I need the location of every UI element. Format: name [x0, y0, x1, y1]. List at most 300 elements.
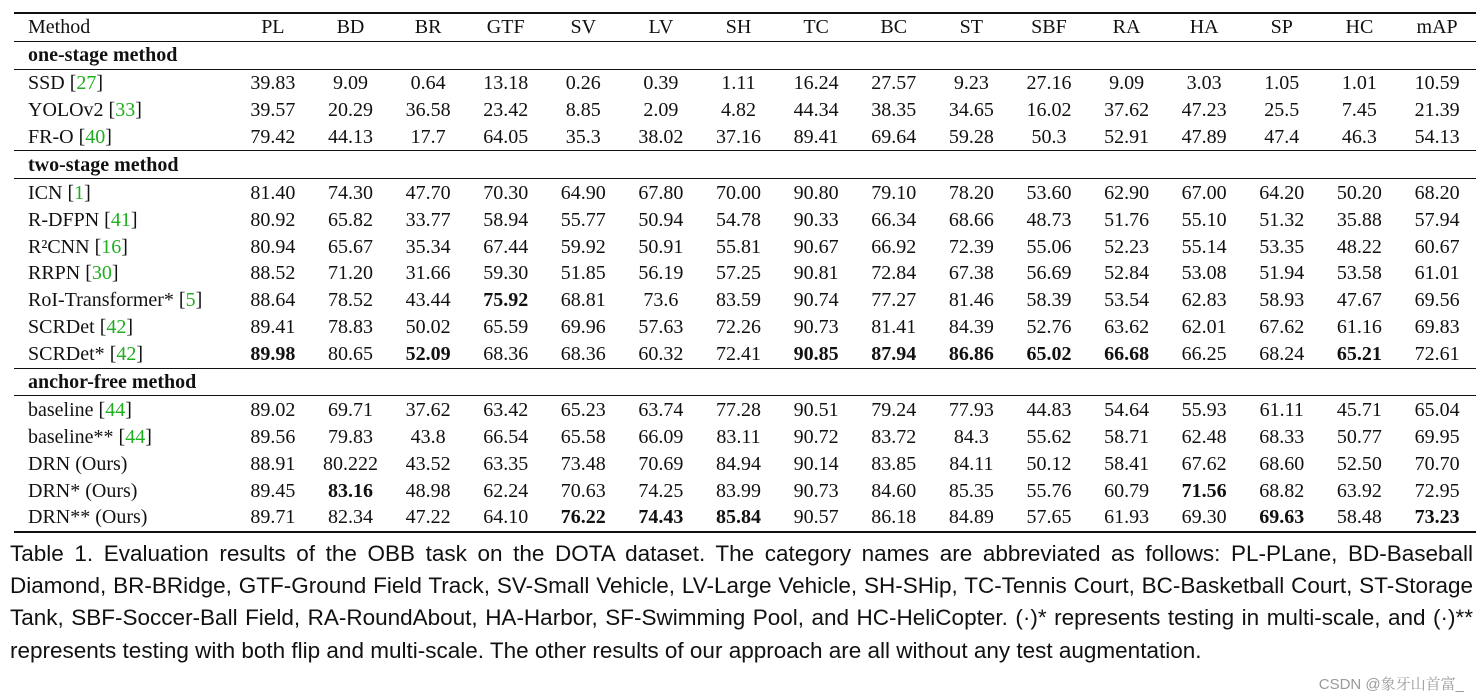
value-cell: 47.89 [1181, 126, 1227, 148]
value-cell: 55.62 [1026, 425, 1072, 448]
column-header: Method [14, 13, 234, 41]
method-cell: ICN [1] [28, 181, 91, 204]
value-cell: 0.26 [565, 72, 601, 95]
method-name: SCRDet [28, 316, 100, 339]
method-cell: SSD [27] [28, 72, 104, 95]
value-cell: 65.59 [483, 316, 529, 339]
citation-link[interactable]: 44 [125, 425, 146, 448]
value-cell: 1.01 [1341, 72, 1377, 95]
value-cell: 61.16 [1336, 316, 1382, 339]
value-cell: 31.66 [405, 262, 451, 285]
column-header: SV [545, 13, 623, 41]
value-cell: 83.85 [871, 452, 917, 475]
value-cell: 83.59 [716, 289, 762, 312]
value-cell: 69.63 [1243, 504, 1321, 532]
column-header: SBF [1010, 13, 1088, 41]
value-cell: 47.70 [405, 181, 451, 204]
table-row [14, 504, 1476, 532]
column-header: HC [1321, 13, 1399, 41]
method-name: YOLOv2 [28, 99, 109, 122]
method-cell: SCRDet [42] [28, 316, 134, 339]
method-cell: R²CNN [16] [28, 235, 128, 258]
value-cell: 65.04 [1414, 398, 1460, 421]
value-cell: 0.39 [643, 72, 679, 95]
value-cell: 0.64 [410, 72, 446, 95]
value-cell: 52.09 [405, 343, 451, 366]
value-cell: 47.67 [1336, 289, 1382, 312]
value-cell: 37.62 [405, 398, 451, 421]
value-cell: 66.68 [1104, 343, 1150, 366]
citation-link[interactable]: 1 [74, 181, 85, 204]
value-cell: 84.39 [948, 316, 994, 339]
value-cell: 23.42 [483, 99, 529, 122]
method-name: DRN (Ours) [28, 452, 128, 475]
value-cell: 70.63 [560, 479, 606, 502]
citation-link[interactable]: 27 [76, 72, 97, 95]
value-cell: 70.69 [638, 452, 684, 475]
value-cell: 78.52 [327, 289, 373, 312]
value-cell: 52.84 [1104, 262, 1150, 285]
value-cell: 72.39 [948, 235, 994, 258]
value-cell: 37.62 [1104, 99, 1150, 122]
citation-link[interactable]: 30 [91, 262, 112, 285]
value-cell: 65.21 [1336, 343, 1382, 366]
value-cell: 65.02 [1026, 343, 1072, 366]
table-row [14, 69, 1476, 96]
value-cell: 53.60 [1026, 181, 1072, 204]
value-cell: 51.85 [560, 262, 606, 285]
value-cell: 39.83 [250, 72, 296, 95]
value-cell: 64.05 [483, 126, 529, 148]
value-cell: 55.06 [1026, 235, 1072, 258]
method-cell: baseline [44] [28, 398, 132, 421]
method-name: SSD [28, 72, 70, 95]
value-cell: 62.83 [1181, 289, 1227, 312]
value-cell: 52.23 [1104, 235, 1150, 258]
value-cell: 43.8 [410, 425, 446, 448]
method-cell: baseline** [44] [28, 425, 152, 448]
value-cell: 69.96 [560, 316, 606, 339]
value-cell: 66.34 [871, 208, 917, 231]
table-row [14, 450, 1476, 477]
value-cell: 68.36 [560, 343, 606, 366]
table-row [14, 423, 1476, 450]
value-cell: 67.38 [948, 262, 994, 285]
table-row [14, 314, 1476, 341]
value-cell: 90.74 [793, 289, 839, 312]
method-name: R²CNN [28, 235, 95, 258]
method-name: DRN* (Ours) [28, 479, 138, 502]
value-cell: 55.81 [716, 235, 762, 258]
value-cell: 70.00 [716, 181, 762, 204]
method-cell [14, 450, 234, 477]
value-cell: 62.48 [1181, 425, 1227, 448]
method-name: ICN [28, 181, 68, 204]
table-row [14, 97, 1476, 124]
method-name: baseline** [28, 425, 119, 448]
value-cell: 37.16 [716, 126, 762, 148]
value-cell: 70.30 [483, 181, 529, 204]
column-header: BD [312, 13, 390, 41]
method-cell: SCRDet* [42] [28, 343, 144, 366]
value-cell: 69.56 [1414, 289, 1460, 312]
value-cell: 84.89 [933, 504, 1011, 532]
value-cell: 74.30 [327, 181, 373, 204]
value-cell: 58.94 [483, 208, 529, 231]
citation-link[interactable]: 40 [85, 126, 106, 148]
results-table-container [14, 12, 1476, 533]
value-cell: 44.34 [793, 99, 839, 122]
section-header-row [14, 151, 1476, 179]
value-cell: 50.12 [1026, 452, 1072, 475]
value-cell: 67.62 [1259, 316, 1305, 339]
value-cell: 72.41 [716, 343, 762, 366]
value-cell: 59.92 [560, 235, 606, 258]
value-cell: 77.93 [948, 398, 994, 421]
value-cell: 17.7 [410, 126, 446, 148]
value-cell: 38.35 [871, 99, 917, 122]
method-name: baseline [28, 398, 99, 421]
value-cell: 71.56 [1181, 479, 1227, 502]
value-cell: 70.70 [1414, 452, 1460, 475]
value-cell: 50.94 [638, 208, 684, 231]
citation-link[interactable]: 33 [115, 99, 136, 122]
value-cell: 4.82 [721, 99, 757, 122]
value-cell: 53.54 [1104, 289, 1150, 312]
section-title: anchor-free method [14, 368, 1476, 396]
column-header: BR [389, 13, 467, 41]
value-cell: 55.76 [1026, 479, 1072, 502]
value-cell: 88.52 [250, 262, 296, 285]
value-cell: 58.48 [1321, 504, 1399, 532]
value-cell: 51.76 [1104, 208, 1150, 231]
value-cell: 89.45 [250, 479, 296, 502]
results-table [14, 12, 1476, 533]
table-row [14, 341, 1476, 368]
value-cell: 77.27 [871, 289, 917, 312]
value-cell: 58.39 [1026, 289, 1072, 312]
value-cell: 84.11 [949, 452, 994, 475]
value-cell: 57.25 [716, 262, 762, 285]
method-cell: YOLOv2 [33] [28, 99, 142, 122]
value-cell: 69.83 [1414, 316, 1460, 339]
citation-link[interactable]: 41 [110, 208, 131, 231]
value-cell: 43.52 [405, 452, 451, 475]
column-header: RA [1088, 13, 1166, 41]
value-cell: 56.69 [1026, 262, 1072, 285]
method-cell: R-DFPN [41] [28, 208, 138, 231]
value-cell: 68.36 [483, 343, 529, 366]
value-cell: 48.73 [1026, 208, 1072, 231]
value-cell: 3.03 [1186, 72, 1222, 95]
value-cell: 44.13 [327, 126, 373, 148]
value-cell: 89.71 [234, 504, 312, 532]
value-cell: 16.24 [793, 72, 839, 95]
value-cell: 78.20 [948, 181, 994, 204]
value-cell: 64.90 [560, 181, 606, 204]
method-name: SCRDet* [28, 343, 110, 366]
method-name: FR-O [28, 126, 79, 148]
value-cell: 80.65 [327, 343, 373, 366]
table-row [14, 179, 1476, 206]
value-cell: 72.26 [716, 316, 762, 339]
value-cell: 67.80 [638, 181, 684, 204]
value-cell: 90.14 [793, 452, 839, 475]
value-cell: 63.42 [483, 398, 529, 421]
value-cell: 59.30 [483, 262, 529, 285]
value-cell: 88.64 [250, 289, 296, 312]
value-cell: 75.92 [483, 289, 529, 312]
value-cell: 34.65 [948, 99, 994, 122]
value-cell: 56.19 [638, 262, 684, 285]
value-cell: 67.62 [1181, 452, 1227, 475]
value-cell: 77.28 [716, 398, 762, 421]
method-cell: RoI-Transformer* [5] [28, 289, 203, 312]
value-cell: 55.10 [1181, 208, 1227, 231]
value-cell: 53.35 [1259, 235, 1305, 258]
value-cell: 73.48 [560, 452, 606, 475]
citation-link[interactable]: 42 [106, 316, 127, 339]
value-cell: 57.94 [1414, 208, 1460, 231]
value-cell: 89.41 [793, 126, 839, 148]
value-cell: 57.63 [638, 316, 684, 339]
column-header: SP [1243, 13, 1321, 41]
column-header: GTF [467, 13, 545, 41]
value-cell: 58.93 [1259, 289, 1305, 312]
value-cell: 33.77 [405, 208, 451, 231]
value-cell: 67.00 [1181, 181, 1227, 204]
value-cell: 53.08 [1181, 262, 1227, 285]
value-cell: 73.6 [643, 289, 679, 312]
value-cell: 64.10 [467, 504, 545, 532]
value-cell: 83.16 [327, 479, 373, 502]
value-cell: 74.25 [638, 479, 684, 502]
citation-link[interactable]: 5 [185, 289, 196, 312]
value-cell: 58.71 [1104, 425, 1150, 448]
value-cell: 90.57 [777, 504, 855, 532]
value-cell: 20.29 [327, 99, 373, 122]
value-cell: 27.16 [1026, 72, 1072, 95]
table-row [14, 260, 1476, 287]
value-cell: 63.35 [483, 452, 529, 475]
column-header: PL [234, 13, 312, 41]
method-cell: RRPN [30] [28, 262, 119, 285]
table-header-row [14, 13, 1476, 41]
value-cell: 52.76 [1026, 316, 1072, 339]
value-cell: 16.02 [1026, 99, 1072, 122]
value-cell: 86.86 [948, 343, 994, 366]
section-header-row [14, 368, 1476, 396]
value-cell: 90.85 [793, 343, 839, 366]
value-cell: 69.30 [1165, 504, 1243, 532]
citation-link[interactable]: 42 [116, 343, 137, 366]
value-cell: 50.77 [1336, 425, 1382, 448]
value-cell: 58.41 [1104, 452, 1150, 475]
value-cell: 64.20 [1259, 181, 1305, 204]
value-cell: 72.61 [1414, 343, 1460, 366]
value-cell: 61.11 [1259, 398, 1304, 421]
value-cell: 68.66 [948, 208, 994, 231]
column-header: TC [777, 13, 855, 41]
table-row [14, 124, 1476, 151]
value-cell: 52.91 [1104, 126, 1150, 148]
value-cell: 85.35 [948, 479, 994, 502]
value-cell: 74.43 [622, 504, 700, 532]
value-cell: 81.46 [948, 289, 994, 312]
table-caption: Table 1. Evaluation results of the OBB task on the DOTA dataset. The category names are abbreviated as follows: PL-PLane, BD-Baseball Diamond, BR-BRidge, GTF-Ground Field Track, SV-Small Vehicle, LV-Large Vehicle, SH-SHip, TC-Tennis Court, BC-Basketball Court, ST-Storage Tank, SBF-Soccer-Ball Field, RA-RoundAbout, HA-Harbor, SF-Swimming Pool, and HC-HeliCopter. (·)* represents testing in multi-scale, and (·)** represents testing with both flip and multi-scale. The other results of our approach are all without any test augmentation. [10, 541, 1473, 663]
value-cell: 68.60 [1259, 452, 1305, 475]
value-cell: 80.92 [250, 208, 296, 231]
value-cell: 47.22 [389, 504, 467, 532]
value-cell: 90.73 [793, 479, 839, 502]
value-cell: 1.11 [721, 72, 756, 95]
value-cell: 50.02 [405, 316, 451, 339]
value-cell: 89.98 [250, 343, 296, 366]
value-cell: 81.41 [871, 316, 917, 339]
value-cell: 88.91 [250, 452, 296, 475]
value-cell: 63.74 [638, 398, 684, 421]
section-title: one-stage method [14, 41, 1476, 69]
value-cell: 68.24 [1259, 343, 1305, 366]
value-cell: 66.54 [483, 425, 529, 448]
value-cell: 38.02 [638, 126, 684, 148]
value-cell: 66.92 [871, 235, 917, 258]
value-cell: 69.71 [327, 398, 373, 421]
value-cell: 62.24 [483, 479, 529, 502]
value-cell: 81.40 [250, 181, 296, 204]
value-cell: 90.67 [793, 235, 839, 258]
value-cell: 51.94 [1259, 262, 1305, 285]
value-cell: 80.222 [322, 452, 378, 475]
value-cell: 79.24 [871, 398, 917, 421]
value-cell: 44.83 [1026, 398, 1072, 421]
value-cell: 55.77 [560, 208, 606, 231]
value-cell: 61.93 [1088, 504, 1166, 532]
value-cell: 72.84 [871, 262, 917, 285]
column-header: SH [700, 13, 778, 41]
value-cell: 86.18 [855, 504, 933, 532]
value-cell: 61.01 [1414, 262, 1460, 285]
value-cell: 35.34 [405, 235, 451, 258]
value-cell: 46.3 [1341, 126, 1377, 148]
value-cell: 79.10 [871, 181, 917, 204]
value-cell: 27.57 [871, 72, 917, 95]
table-row [14, 233, 1476, 260]
value-cell: 53.58 [1336, 262, 1382, 285]
value-cell: 47.4 [1264, 126, 1300, 148]
value-cell: 10.59 [1414, 72, 1460, 95]
value-cell: 78.83 [327, 316, 373, 339]
value-cell: 72.95 [1414, 479, 1460, 502]
value-cell: 48.22 [1336, 235, 1382, 258]
value-cell: 54.64 [1104, 398, 1150, 421]
value-cell: 63.62 [1104, 316, 1150, 339]
value-cell: 83.11 [716, 425, 761, 448]
value-cell: 68.20 [1414, 181, 1460, 204]
method-name: R-DFPN [28, 208, 105, 231]
method-name: DRN** (Ours) [28, 506, 148, 529]
value-cell: 52.50 [1336, 452, 1382, 475]
table-body [14, 41, 1476, 532]
value-cell: 84.60 [871, 479, 917, 502]
value-cell: 71.20 [327, 262, 373, 285]
value-cell: 51.32 [1259, 208, 1305, 231]
section-title: two-stage method [14, 151, 1476, 179]
value-cell: 90.33 [793, 208, 839, 231]
value-cell: 7.45 [1341, 99, 1377, 122]
value-cell: 84.3 [953, 425, 989, 448]
column-header: BC [855, 13, 933, 41]
value-cell: 48.98 [405, 479, 451, 502]
value-cell: 60.79 [1104, 479, 1150, 502]
method-name: RRPN [28, 262, 86, 285]
value-cell: 9.09 [332, 72, 368, 95]
value-cell: 73.23 [1398, 504, 1476, 532]
citation-link[interactable]: 44 [105, 398, 126, 421]
value-cell: 9.23 [953, 72, 989, 95]
value-cell: 89.02 [250, 398, 296, 421]
value-cell: 89.56 [250, 425, 296, 448]
value-cell: 66.09 [638, 425, 684, 448]
method-cell [14, 477, 234, 504]
method-cell: FR-O [40] [28, 126, 112, 148]
value-cell: 68.82 [1259, 479, 1305, 502]
value-cell: 68.33 [1259, 425, 1305, 448]
value-cell: 8.85 [565, 99, 601, 122]
value-cell: 65.23 [560, 398, 606, 421]
value-cell: 79.83 [327, 425, 373, 448]
value-cell: 50.3 [1031, 126, 1067, 148]
value-cell: 80.94 [250, 235, 296, 258]
value-cell: 67.44 [483, 235, 529, 258]
value-cell: 36.58 [405, 99, 451, 122]
section-header-row [14, 41, 1476, 69]
table-row [14, 477, 1476, 504]
citation-link[interactable]: 16 [101, 235, 122, 258]
value-cell: 65.58 [560, 425, 606, 448]
value-cell: 65.82 [327, 208, 373, 231]
value-cell: 89.41 [250, 316, 296, 339]
value-cell: 65.67 [327, 235, 373, 258]
value-cell: 87.94 [871, 343, 917, 366]
value-cell: 85.84 [700, 504, 778, 532]
value-cell: 62.01 [1181, 316, 1227, 339]
column-header: ST [933, 13, 1011, 41]
value-cell: 21.39 [1414, 99, 1460, 122]
value-cell: 9.09 [1109, 72, 1145, 95]
value-cell: 69.95 [1414, 425, 1460, 448]
value-cell: 57.65 [1010, 504, 1088, 532]
table-row [14, 287, 1476, 314]
value-cell: 54.13 [1414, 126, 1460, 148]
value-cell: 47.23 [1181, 99, 1227, 122]
value-cell: 43.44 [405, 289, 451, 312]
value-cell: 66.25 [1181, 343, 1227, 366]
value-cell: 2.09 [643, 99, 679, 122]
value-cell: 63.92 [1336, 479, 1382, 502]
value-cell: 1.05 [1264, 72, 1300, 95]
value-cell: 83.72 [871, 425, 917, 448]
column-header: HA [1165, 13, 1243, 41]
value-cell: 59.28 [948, 126, 994, 148]
value-cell: 83.99 [716, 479, 762, 502]
value-cell: 68.81 [560, 289, 606, 312]
value-cell: 60.32 [638, 343, 684, 366]
watermark: CSDN @象牙山首富_ [1317, 673, 1466, 694]
value-cell: 90.80 [793, 181, 839, 204]
value-cell: 39.57 [250, 99, 296, 122]
value-cell: 90.51 [793, 398, 839, 421]
